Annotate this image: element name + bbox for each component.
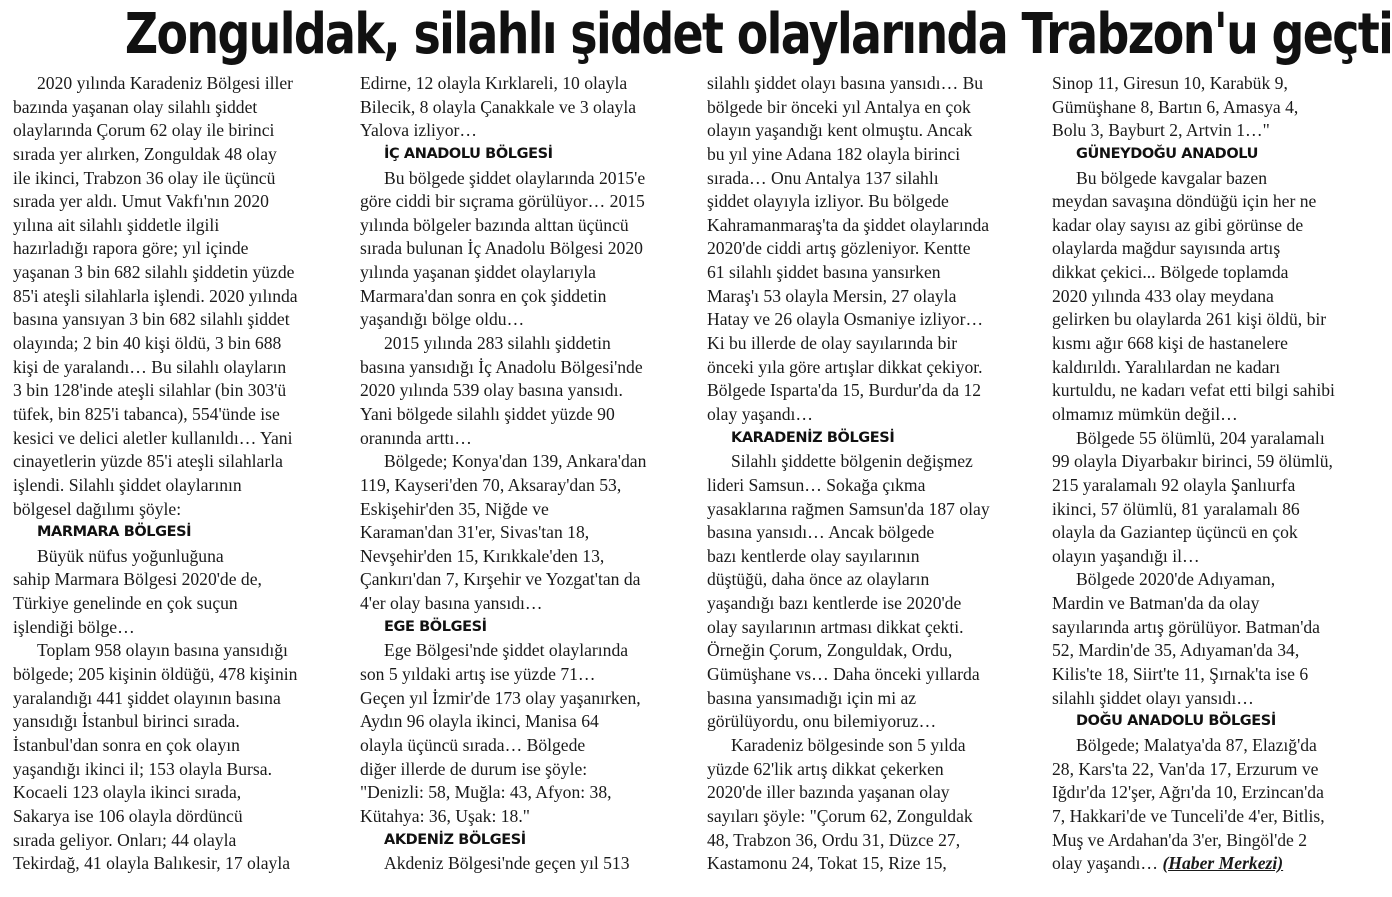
section-heading <box>1052 710 1377 734</box>
text-line-content: görülüyordu, onu bilemiyoruz… <box>707 711 937 732</box>
text-line-content: Marmara'dan sonra en çok şiddetin <box>360 285 607 306</box>
text-line-content: 215 yaralamalı 92 olayla Şanlıurfa <box>1052 474 1296 495</box>
text-line-content: kurtuldu, ne kadarı vefat etti bilgi sahibi <box>1052 380 1335 401</box>
text-line <box>707 285 1032 309</box>
text-line <box>13 734 338 758</box>
text-line-content: yansıdığı İstanbul birinci sırada. <box>13 711 240 732</box>
text-line <box>360 663 685 687</box>
text-line <box>707 616 1032 640</box>
text-line <box>13 167 338 191</box>
headline: Zonguldak, silahlı şiddet olaylarında Trabzon'u geçti <box>124 2 1392 67</box>
text-line <box>707 450 1032 474</box>
text-line-content: Ki bu illerde de olay sayılarında bir <box>707 333 958 354</box>
section-heading <box>360 143 685 167</box>
text-line <box>13 781 338 805</box>
text-line-content: yaşandığı ikinci il; 153 olayla Bursa. <box>13 758 272 779</box>
text-line-content: Sakarya ise 106 olayla dördüncü <box>13 805 243 826</box>
text-line <box>1052 237 1377 261</box>
text-line <box>360 427 685 451</box>
text-line <box>360 237 685 261</box>
text-line <box>13 237 338 261</box>
text-line <box>707 710 1032 734</box>
text-line-content: düştüğü, daha önce az olayların <box>707 569 930 590</box>
text-line-content: Yalova izliyor… <box>360 120 477 141</box>
text-line-content: olay yaşandı… <box>707 403 814 424</box>
text-line <box>707 190 1032 214</box>
text-line-content: 85'i ateşli silahlarla işlendi. 2020 yılında <box>13 285 298 306</box>
text-line-content: 52, Mardin'de 35, Adıyaman'da 34, <box>1052 640 1300 661</box>
text-line-content: olay sayılarının artması dikkat çekti. <box>707 616 964 637</box>
text-line-content: basına yansımadığı için mi az <box>707 687 917 708</box>
section-heading <box>360 829 685 853</box>
text-line <box>360 592 685 616</box>
text-line-content: 2020 yılında Karadeniz Bölgesi iller <box>37 73 294 93</box>
section-heading <box>360 616 685 640</box>
text-line <box>360 474 685 498</box>
text-line-content: yasaklarına rağmen Samsun'da 187 olay <box>707 498 990 519</box>
text-line-content: Kilis'te 18, Siirt'te 11, Şırnak'ta ise 6 <box>1052 664 1309 685</box>
text-line <box>360 72 685 96</box>
text-line-content: Bölgede 55 ölümlü, 204 yaralamalı <box>1076 427 1325 448</box>
text-line-content: olay yaşandı… <box>1052 853 1159 874</box>
text-line-content: Karaman'dan 31'er, Sivas'tan 18, <box>360 522 590 543</box>
text-line-content: İstanbul'dan sonra en çok olayın <box>13 734 240 755</box>
text-line-content: sırada… Onu Antalya 137 silahlı <box>707 167 939 188</box>
text-line <box>1052 592 1377 616</box>
text-line-content: sahip Marmara Bölgesi 2020'de de, <box>13 569 262 590</box>
section-heading <box>1052 143 1377 167</box>
text-line <box>360 356 685 380</box>
text-line-content: diğer illerde de durum ise şöyle: <box>360 758 588 779</box>
text-line <box>1052 639 1377 663</box>
text-line <box>360 403 685 427</box>
text-line-content: Kütahya: 36, Uşak: 18." <box>360 805 530 826</box>
text-line-content: Çankırı'dan 7, Kırşehir ve Yozgat'tan da <box>360 569 641 590</box>
text-line-content: 61 silahlı şiddet basına yansırken <box>707 262 941 283</box>
text-line <box>1052 568 1377 592</box>
text-line-content: yaşanan 3 bin 682 silahlı şiddetin yüzde <box>13 262 295 283</box>
text-line-content: sırada yer alırken, Zonguldak 48 olay <box>13 143 277 164</box>
text-line <box>13 758 338 782</box>
text-line <box>13 639 338 663</box>
text-line <box>360 687 685 711</box>
text-line-content: 48, Trabzon 36, Ordu 31, Düzce 27, <box>707 829 961 850</box>
text-line-content: 119, Kayseri'den 70, Aksaray'dan 53, <box>360 474 622 495</box>
text-line-content: 2020 yılında 433 olay meydana <box>1052 285 1274 306</box>
text-line <box>360 308 685 332</box>
section-heading-text: İÇ ANADOLU BÖLGESİ <box>384 145 553 162</box>
text-line <box>13 332 338 356</box>
text-line <box>13 119 338 143</box>
text-line-content: sayılarında artış görülüyor. Batman'da <box>1052 616 1320 637</box>
text-line <box>707 521 1032 545</box>
text-line <box>13 96 338 120</box>
text-line-content: silahlı şiddet olayı yansıdı… <box>1052 687 1254 708</box>
text-line <box>360 285 685 309</box>
text-line <box>13 403 338 427</box>
text-line-content: Nevşehir'den 15, Kırıkkale'den 13, <box>360 545 605 566</box>
text-line-content: Bolu 3, Bayburt 2, Artvin 1…" <box>1052 120 1270 141</box>
text-line <box>13 143 338 167</box>
text-line-content: 3 bin 128'inde ateşli silahlar (bin 303'ü <box>13 380 287 401</box>
text-line-content: Aydın 96 olayla ikinci, Manisa 64 <box>360 711 599 732</box>
text-line-content: son 5 yıldaki artış ise yüzde 71… <box>360 664 596 685</box>
text-line-content: yaşandığı bölge oldu… <box>360 309 525 330</box>
text-line-content: Örneğin Çorum, Zonguldak, Ordu, <box>707 640 953 661</box>
text-line-content: Kocaeli 123 olayla ikinci sırada, <box>13 782 242 803</box>
text-line <box>13 805 338 829</box>
text-line <box>1052 356 1377 380</box>
text-line <box>1052 805 1377 829</box>
section-heading-text: MARMARA BÖLGESİ <box>37 524 192 541</box>
text-line-content: yaşandığı bazı kentlerde ise 2020'de <box>707 593 962 614</box>
text-line-content: Mardin ve Batman'da da olay <box>1052 593 1260 614</box>
text-line <box>360 498 685 522</box>
section-heading <box>707 427 1032 451</box>
text-line-content: Kahramanmaraş'ta da şiddet olaylarında <box>707 214 990 235</box>
text-line-content: yaralandığı 441 şiddet olayının basına <box>13 687 281 708</box>
text-line-content: lideri Samsun… Sokağa çıkma <box>707 474 926 495</box>
text-line <box>13 663 338 687</box>
text-line-content: Türkiye genelinde en çok suçun <box>13 593 238 614</box>
text-line-content: olaylarda mağdur sayısında artış <box>1052 238 1281 259</box>
text-line <box>707 403 1032 427</box>
text-line-content: 7, Hakkari'de ve Tunceli'de 4'er, Bitlis, <box>1052 805 1325 826</box>
text-line-content: Bu bölgede şiddet olaylarında 2015'e <box>384 167 646 188</box>
text-line-content: Karadeniz bölgesinde son 5 yılda <box>731 734 966 755</box>
text-line-content: olayla üçüncü sırada… Bölgede <box>360 734 586 755</box>
text-line-content: Yani bölgede silahlı şiddet yüzde 90 <box>360 403 615 424</box>
text-line <box>1052 427 1377 451</box>
text-line-content: Bölgede Isparta'da 15, Burdur'da da 12 <box>707 380 982 401</box>
text-line-content: meydan savaşına döndüğü için her ne <box>1052 191 1317 212</box>
text-line <box>360 734 685 758</box>
text-line-content: Geçen yıl İzmir'de 173 olay yaşanırken, <box>360 687 641 708</box>
text-line <box>1052 72 1377 96</box>
text-line-content: basına yansıdığı İç Anadolu Bölgesi'nde <box>360 356 643 377</box>
text-line-content: tüfek, bin 825'i tabanca), 554'ünde ise <box>13 403 280 424</box>
text-line-content: Edirne, 12 olayla Kırklareli, 10 olayla <box>360 73 628 93</box>
text-line <box>360 214 685 238</box>
text-line <box>360 521 685 545</box>
text-line <box>13 474 338 498</box>
text-line-content: bölgede; 205 kişinin öldüğü, 478 kişinin <box>13 664 298 685</box>
text-line <box>707 474 1032 498</box>
text-line <box>707 214 1032 238</box>
text-line <box>707 356 1032 380</box>
text-line <box>707 261 1032 285</box>
text-line-content: kesici ve delici aletler kullanıldı… Yani <box>13 427 293 448</box>
text-line <box>13 356 338 380</box>
text-line <box>707 143 1032 167</box>
text-line <box>707 639 1032 663</box>
text-line <box>1052 96 1377 120</box>
text-line <box>13 687 338 711</box>
text-line-content: Muş ve Ardahan'da 3'er, Bingöl'de 2 <box>1052 829 1308 850</box>
text-line-content: sırada yer aldı. Umut Vakfı'nın 2020 <box>13 191 269 212</box>
text-line <box>360 119 685 143</box>
text-line-content: Ege Bölgesi'nde şiddet olaylarında <box>384 640 629 661</box>
text-line <box>707 308 1032 332</box>
text-line <box>1052 545 1377 569</box>
text-line-content: olayında; 2 bin 40 kişi öldü, 3 bin 688 <box>13 333 282 354</box>
article-column-3 <box>707 72 1032 887</box>
text-line <box>13 285 338 309</box>
section-heading-text: GÜNEYDOĞU ANADOLU <box>1076 145 1258 162</box>
section-heading-text: EGE BÖLGESİ <box>384 618 487 635</box>
text-line <box>13 498 338 522</box>
text-line <box>13 72 338 96</box>
text-line <box>1052 758 1377 782</box>
text-line-content: "Denizli: 58, Muğla: 43, Afyon: 38, <box>360 782 612 803</box>
text-line <box>13 214 338 238</box>
text-line <box>13 190 338 214</box>
text-line-content: Bölgede 2020'de Adıyaman, <box>1076 569 1276 590</box>
text-line-content: Gümüşhane 8, Bartın 6, Amasya 4, <box>1052 96 1299 117</box>
text-line <box>707 568 1032 592</box>
text-line-content: 2020'de iller bazında yaşanan olay <box>707 782 950 803</box>
text-line-content: 2020'de ciddi artış gözleniyor. Kentte <box>707 238 971 259</box>
text-line <box>707 96 1032 120</box>
article-column-4 <box>1052 72 1377 887</box>
text-line <box>360 167 685 191</box>
text-line-content: Bölgede; Konya'dan 139, Ankara'dan <box>384 451 647 472</box>
text-line <box>13 427 338 451</box>
text-line <box>1052 190 1377 214</box>
text-line <box>13 710 338 734</box>
text-line-content: göre ciddi bir sıçrama görülüyor… 2015 <box>360 191 645 212</box>
text-line-content: silahlı şiddet olayı basına yansıdı… Bu <box>707 73 984 93</box>
text-line-content: kişi de yaralandı… Bu silahlı olayların <box>13 356 287 377</box>
text-line <box>1052 498 1377 522</box>
text-line-content: Akdeniz Bölgesi'nde geçen yıl 513 <box>384 853 630 874</box>
text-line <box>360 379 685 403</box>
text-line-content: 2020 yılında 539 olay basına yansıdı. <box>360 380 623 401</box>
text-line-content: bu yıl yine Adana 182 olayla birinci <box>707 143 961 164</box>
text-line <box>1052 308 1377 332</box>
text-line <box>13 616 338 640</box>
text-line <box>1052 332 1377 356</box>
text-line-content: Bu bölgede kavgalar bazen <box>1076 167 1268 188</box>
text-line-content: basına yansıdı… Ancak bölgede <box>707 522 935 543</box>
text-line <box>1052 663 1377 687</box>
text-line-content: basına yansıyan 3 bin 682 silahlı şiddet <box>13 309 290 330</box>
section-heading-text: DOĞU ANADOLU BÖLGESİ <box>1076 713 1276 730</box>
text-line <box>1052 119 1377 143</box>
text-line-content: işlendiği bölge… <box>13 616 135 637</box>
text-line <box>707 72 1032 96</box>
text-line-content: Bölgede; Malatya'da 87, Elazığ'da <box>1076 734 1317 755</box>
text-line <box>13 308 338 332</box>
text-line-content: kaldırıldı. Yaralılardan ne kadarı <box>1052 356 1281 377</box>
text-line-content: sırada bulunan İç Anadolu Bölgesi 2020 <box>360 238 643 259</box>
text-line-content: Silahlı şiddette bölgenin değişmez <box>731 451 973 472</box>
text-line-content: ikinci, 57 ölümlü, 81 yaralamalı 86 <box>1052 498 1300 519</box>
text-line-content: dikkat çekici... Bölgede toplamda <box>1052 262 1289 283</box>
text-line-content: Kastamonu 24, Tokat 15, Rize 15, <box>707 853 947 874</box>
text-line-content: Eskişehir'den 35, Niğde ve <box>360 498 549 519</box>
text-line-content: 99 olayla Diyarbakır birinci, 59 ölümlü, <box>1052 451 1333 472</box>
text-line <box>360 545 685 569</box>
text-line <box>13 450 338 474</box>
section-heading-text: KARADENİZ BÖLGESİ <box>731 429 895 446</box>
text-line <box>360 96 685 120</box>
text-line <box>707 852 1032 876</box>
text-line <box>707 663 1032 687</box>
text-line-content: yılında bölgeler bazında alttan üçüncü <box>360 214 629 235</box>
text-line <box>1052 403 1377 427</box>
text-line <box>707 379 1032 403</box>
text-line <box>1052 474 1377 498</box>
text-line-content: Hatay ve 26 olayla Osmaniye izliyor… <box>707 309 984 330</box>
text-line <box>707 119 1032 143</box>
text-line <box>707 805 1032 829</box>
text-line-content: oranında arttı… <box>360 427 472 448</box>
text-line-content: kısmı ağır 668 kişi de hastanelere <box>1052 333 1288 354</box>
text-line-content: 4'er olay basına yansıdı… <box>360 593 543 614</box>
text-line <box>360 568 685 592</box>
text-line-content: Gümüşhane vs… Daha önceki yıllarda <box>707 664 980 685</box>
text-line <box>13 261 338 285</box>
text-line <box>1052 379 1377 403</box>
article-column-1 <box>13 72 338 887</box>
text-line <box>1052 687 1377 711</box>
text-line <box>360 639 685 663</box>
text-line-content: işlendi. Silahlı şiddet olaylarının <box>13 474 242 495</box>
text-line <box>707 758 1032 782</box>
text-line <box>360 758 685 782</box>
text-line-content: yüzde 62'lik artış dikkat çekerken <box>707 758 944 779</box>
text-line-content: olayla da Gaziantep üçüncü en çok <box>1052 522 1298 543</box>
text-line <box>360 261 685 285</box>
text-line <box>1052 167 1377 191</box>
text-line-content: Bilecik, 8 olayla Çanakkale ve 3 olayla <box>360 96 637 117</box>
text-line-content: sırada geliyor. Onları; 44 olayla <box>13 829 237 850</box>
text-line <box>13 592 338 616</box>
text-line <box>360 450 685 474</box>
text-line <box>707 167 1032 191</box>
text-line <box>1052 285 1377 309</box>
text-line-content: sayıları şöyle: "Çorum 62, Zonguldak <box>707 805 973 826</box>
text-line <box>1052 521 1377 545</box>
text-line <box>1052 450 1377 474</box>
text-line <box>1052 214 1377 238</box>
article-column-2 <box>360 72 685 887</box>
text-line <box>707 829 1032 853</box>
text-line-content: Sinop 11, Giresun 10, Karabük 9, <box>1052 73 1288 93</box>
text-line <box>707 781 1032 805</box>
text-line <box>13 568 338 592</box>
text-line <box>707 734 1032 758</box>
text-line-content: ile ikinci, Trabzon 36 olay ile üçüncü <box>13 167 276 188</box>
text-line <box>1052 261 1377 285</box>
text-line-content: olmamız mümkün değil… <box>1052 403 1238 424</box>
text-line <box>360 852 685 876</box>
section-heading <box>13 521 338 545</box>
text-line-content: hazırladığı rapora göre; yıl içinde <box>13 238 249 259</box>
text-line <box>360 190 685 214</box>
text-line-content: bazı kentlerde olay sayılarının <box>707 545 920 566</box>
text-line <box>1052 781 1377 805</box>
text-line <box>1052 616 1377 640</box>
text-line <box>707 687 1032 711</box>
text-line <box>13 852 338 876</box>
text-line-content: yılına ait silahlı şiddetle ilgili <box>13 214 220 235</box>
text-line <box>13 829 338 853</box>
text-line <box>360 332 685 356</box>
text-line-content: olaylarında Çorum 62 olay ile birinci <box>13 120 275 141</box>
text-line-content: cinayetlerin yüzde 85'i ateşli silahlarla <box>13 451 283 472</box>
text-line <box>707 592 1032 616</box>
text-line-content: 2015 yılında 283 silahlı şiddetin <box>384 333 611 354</box>
text-line-content: Büyük nüfus yoğunluğuna <box>37 545 224 566</box>
text-line-content: şiddet olayıyla izliyor. Bu bölgede <box>707 191 949 212</box>
text-line <box>1052 852 1377 876</box>
text-line <box>360 710 685 734</box>
text-line-content: Toplam 958 olayın basına yansıdığı <box>37 640 288 661</box>
text-line <box>707 545 1032 569</box>
source-credit: (Haber Merkezi) <box>1162 853 1284 874</box>
text-line-content: 28, Kars'ta 22, Van'da 17, Erzurum ve <box>1052 758 1319 779</box>
text-line-content: Maraş'ı 53 olayla Mersin, 27 olayla <box>707 285 957 306</box>
text-line <box>707 332 1032 356</box>
text-line <box>13 379 338 403</box>
text-line-content: Iğdır'da 12'şer, Ağrı'da 10, Erzincan'da <box>1052 782 1324 803</box>
text-line-content: yılında yaşanan şiddet olaylarıyla <box>360 262 596 283</box>
text-line-content: bölgesel dağılımı şöyle: <box>13 498 182 519</box>
text-line-content: kadar olay sayısı az gibi görünse de <box>1052 214 1304 235</box>
text-line-content: önceki yıla göre artışlar dikkat çekiyor. <box>707 356 983 377</box>
text-line <box>707 498 1032 522</box>
section-heading-text: AKDENİZ BÖLGESİ <box>384 831 526 848</box>
text-line-content: gelirken bu olaylarda 261 kişi öldü, bir <box>1052 309 1327 330</box>
text-line <box>360 781 685 805</box>
text-line-content: olayın yaşandığı il… <box>1052 545 1200 566</box>
text-line <box>1052 734 1377 758</box>
text-line <box>1052 829 1377 853</box>
text-line-content: bazında yaşanan olay silahlı şiddet <box>13 96 258 117</box>
text-line <box>360 805 685 829</box>
text-line-content: olayın yaşandığı kent olmuştu. Ancak <box>707 120 973 141</box>
text-line-content: Tekirdağ, 41 olayla Balıkesir, 17 olayla <box>13 853 291 874</box>
text-line-content: bölgede bir önceki yıl Antalya en çok <box>707 96 971 117</box>
text-line <box>707 237 1032 261</box>
text-line <box>13 545 338 569</box>
